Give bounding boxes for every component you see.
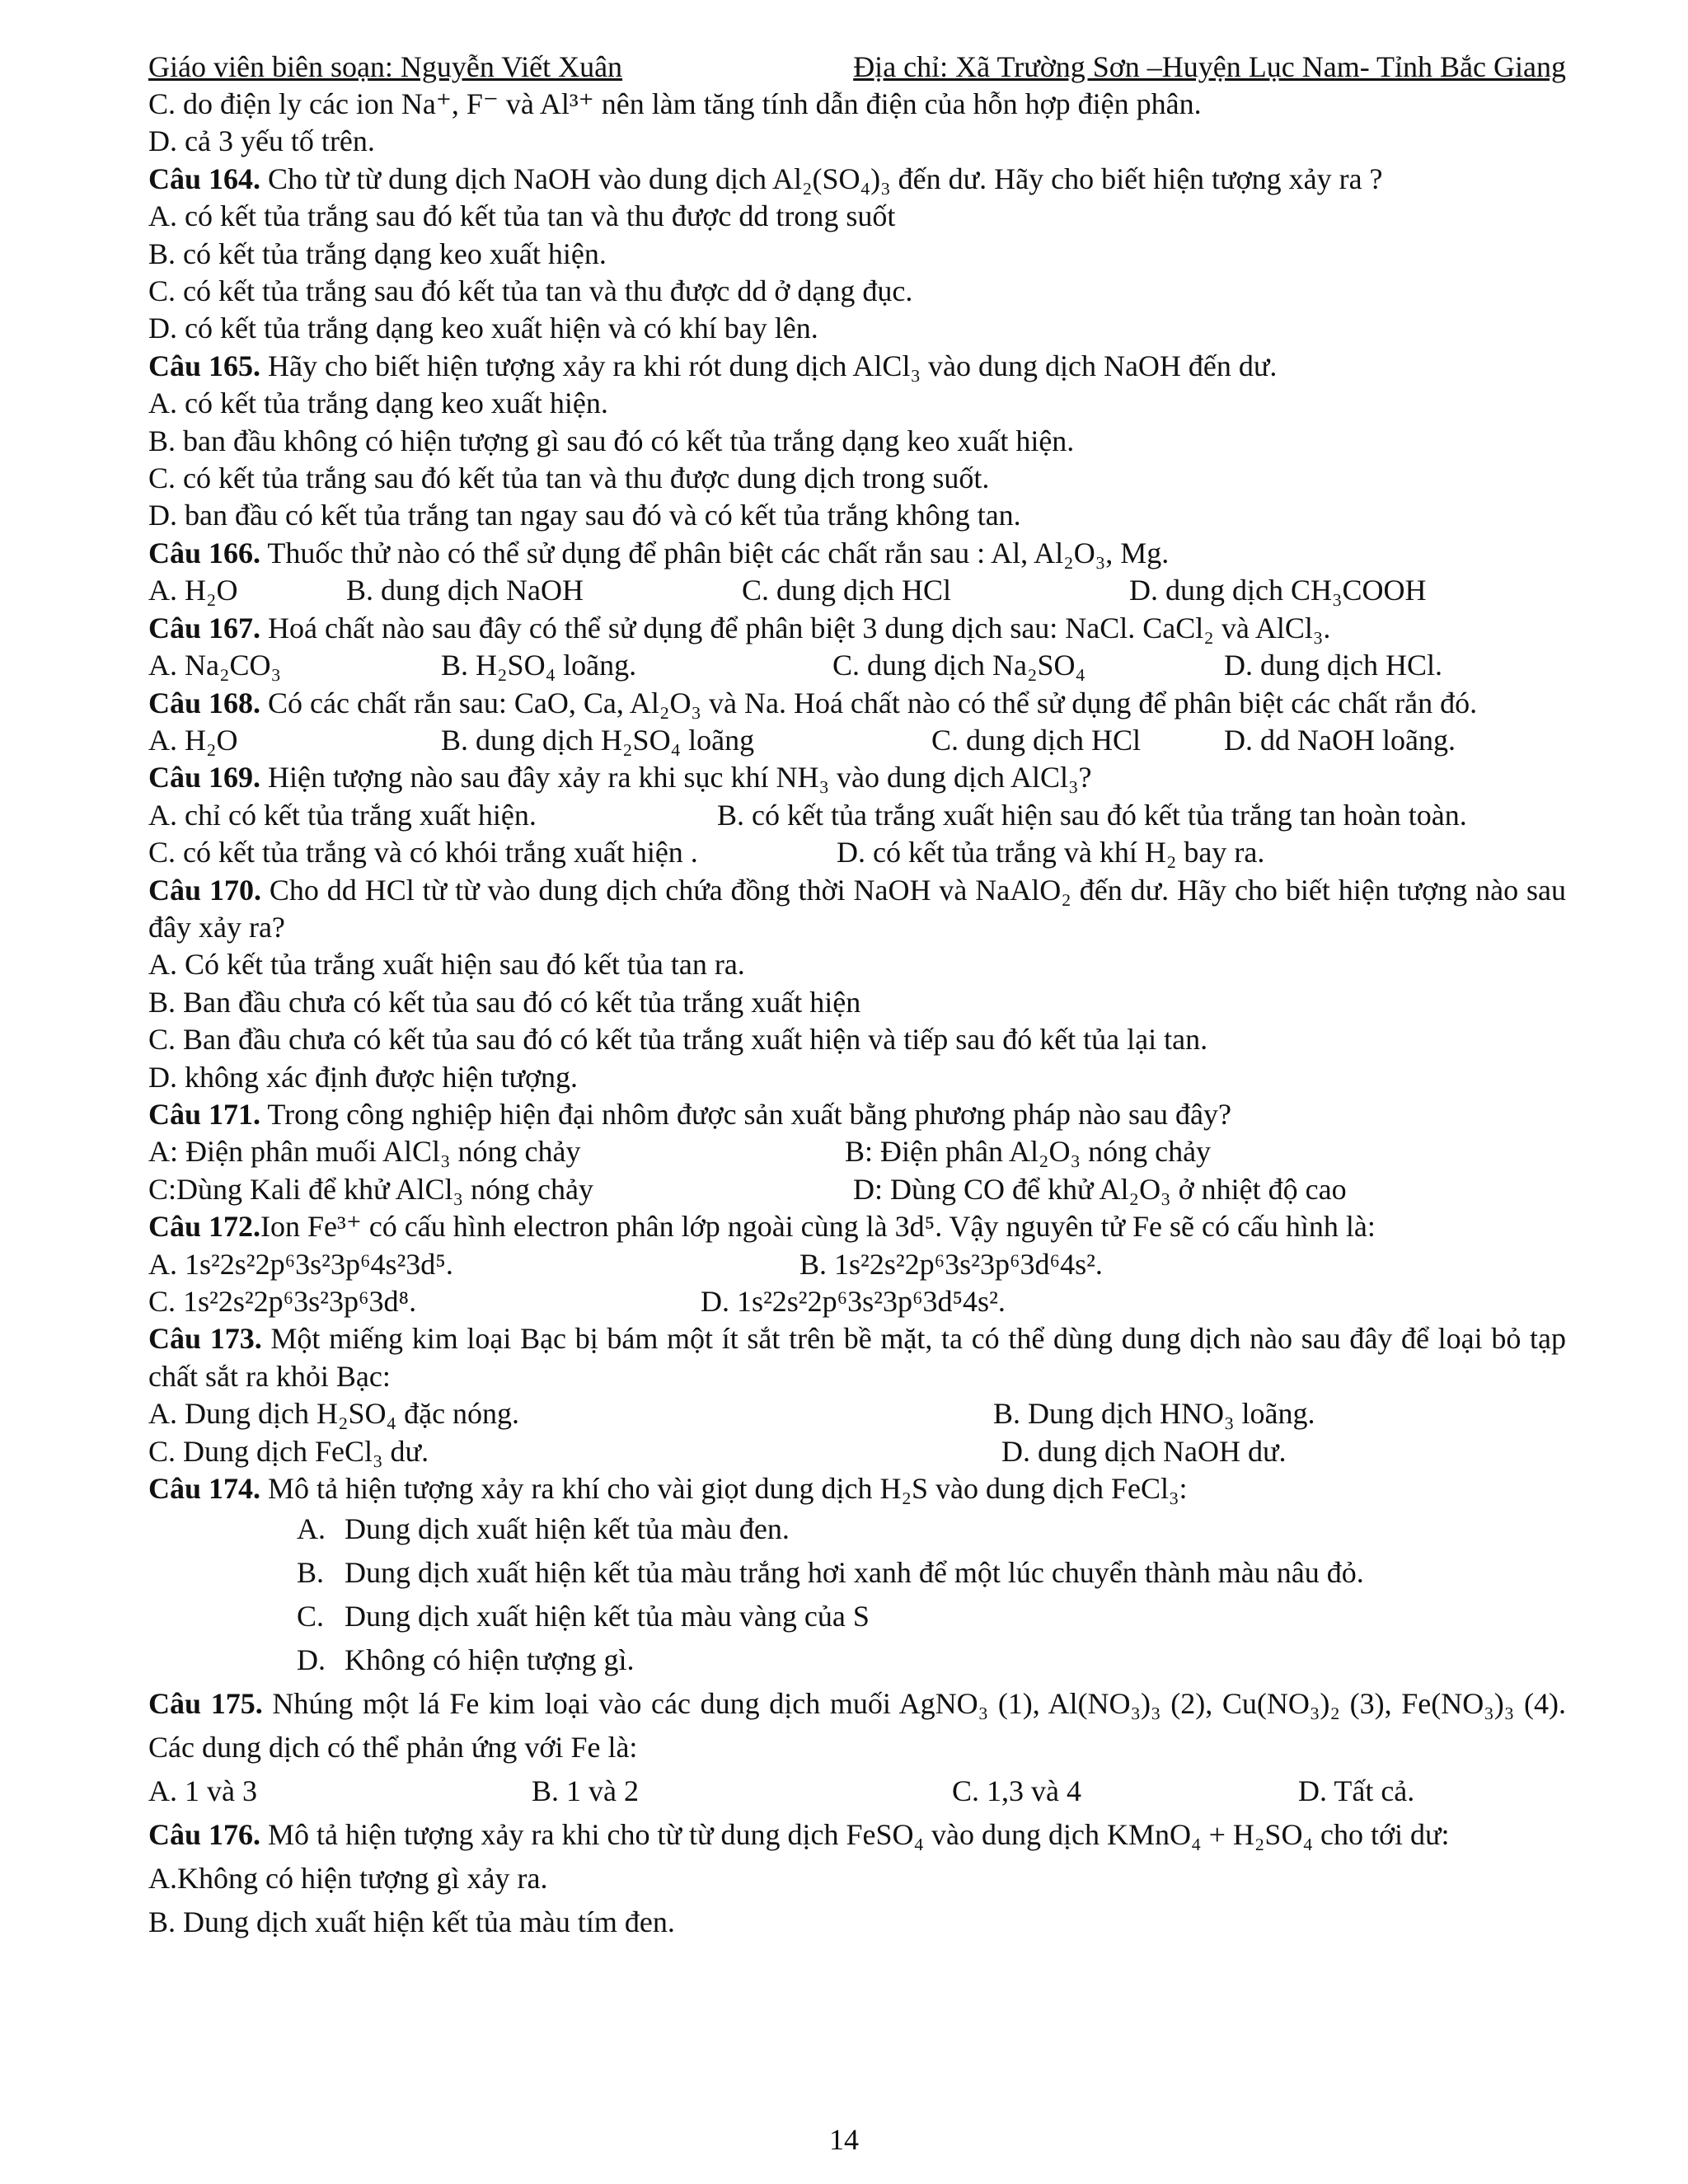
option-d: D. dung dịch HCl. bbox=[1224, 649, 1442, 682]
option-b: B. Dung dịch HNO₃ loãng. bbox=[993, 1397, 1315, 1431]
option-label: A. bbox=[297, 1512, 326, 1546]
option-d: D. 1s²2s²2p⁶3s²3p⁶3d⁵4s². bbox=[701, 1285, 1006, 1318]
page-header bbox=[148, 48, 1566, 86]
question-number: Câu 174. bbox=[148, 1472, 261, 1506]
option-d: D: Dùng CO để khử Al₂O₃ ở nhiệt độ cao bbox=[853, 1172, 1347, 1206]
question-text: Thuốc thử nào có thể sử dụng để phân biệt các chất rắn sau : Al, Al₂O₃, Mg. bbox=[260, 536, 1170, 569]
option-d: D. Tất cả. bbox=[1298, 1774, 1415, 1808]
question-169 bbox=[148, 759, 1566, 796]
option-a: A. H₂O bbox=[148, 574, 238, 607]
options-row bbox=[148, 834, 1566, 871]
option-c: C. 1s²2s²2p⁶3s²3p⁶3d⁸. bbox=[148, 1285, 417, 1318]
options-row bbox=[148, 1769, 1566, 1813]
header-author: Giáo viên biên soạn: Nguyễn Viết Xuân bbox=[148, 50, 623, 83]
question-166 bbox=[148, 535, 1566, 572]
header-address: Địa chỉ: Xã Trường Sơn –Huyện Lục Nam- Tỉnh Bắc Giang bbox=[853, 50, 1566, 83]
option-text: Dung dịch xuất hiện kết tủa màu đen. bbox=[345, 1512, 790, 1546]
option-a: A. 1s²2s²2p⁶3s²3p⁶4s²3d⁵. bbox=[148, 1247, 453, 1281]
question-165 bbox=[148, 348, 1566, 385]
question-number: Câu 166. bbox=[148, 536, 261, 569]
question-number: Câu 176. bbox=[148, 1818, 261, 1852]
option-c: C. Dung dịch FeCl₃ dư. bbox=[148, 1434, 429, 1468]
options-row bbox=[148, 572, 1566, 609]
option-b: B. 1 và 2 bbox=[532, 1774, 639, 1808]
option-c: C. dung dịch HCl bbox=[931, 723, 1142, 757]
option-line: A. có kết tủa trắng dạng keo xuất hiện. bbox=[148, 387, 608, 420]
question-text: Nhúng một lá Fe kim loại vào các dung dịch muối AgNO₃ (1), Al(NO₃)₃ (2), Cu(NO₃)₂ (3), Fe(NO₃)₃ (4). Các dung dịch có thể phản ứng với Fe là: bbox=[148, 1687, 1566, 1765]
option-d: D. dung dịch CH₃COOH bbox=[1129, 574, 1427, 607]
option-label: D. bbox=[297, 1643, 326, 1677]
option-b: B. có kết tủa trắng xuất hiện sau đó kết tủa trắng tan hoàn toàn. bbox=[717, 798, 1467, 832]
option-line bbox=[148, 1551, 1566, 1595]
question-text: Có các chất rắn sau: CaO, Ca, Al₂O₃ và Na. Hoá chất nào có thể sử dụng để phân biệt các chất rắn đó. bbox=[260, 686, 1478, 719]
question-text: Trong công nghiệp hiện đại nhôm được sản xuất bằng phương pháp nào sau đây? bbox=[260, 1097, 1231, 1131]
document-page bbox=[148, 48, 1566, 1944]
option-c: C. 1,3 và 4 bbox=[952, 1774, 1081, 1808]
option-a: A: Điện phân muối AlCl₃ nóng chảy bbox=[148, 1135, 581, 1169]
question-text: Hoá chất nào sau đây có thể sử dụng để phân biệt 3 dung dịch sau: NaCl. CaCl₂ và AlCl₃. bbox=[260, 611, 1331, 644]
option-line: B. ban đầu không có hiện tượng gì sau đó có kết tủa trắng dạng keo xuất hiện. bbox=[148, 424, 1075, 457]
option-line: D. cả 3 yếu tố trên. bbox=[148, 124, 375, 158]
options-row bbox=[148, 797, 1566, 834]
option-d: D. có kết tủa trắng và khí H₂ bay ra. bbox=[837, 836, 1265, 869]
question-number: Câu 172. bbox=[148, 1210, 261, 1244]
option-line bbox=[148, 1507, 1566, 1551]
option-line: A.Không có hiện tượng gì xảy ra. bbox=[148, 1862, 548, 1896]
option-line: A. có kết tủa trắng sau đó kết tủa tan và thu được dd trong suốt bbox=[148, 199, 896, 233]
question-number: Câu 164. bbox=[148, 162, 261, 195]
question-number: Câu 167. bbox=[148, 611, 261, 644]
question-173 bbox=[148, 1320, 1566, 1395]
option-label: B. bbox=[297, 1556, 325, 1590]
option-text: Dung dịch xuất hiện kết tủa màu trắng hơi xanh để một lúc chuyển thành màu nâu đỏ. bbox=[345, 1556, 1364, 1590]
question-number: Câu 169. bbox=[148, 761, 261, 794]
option-line bbox=[148, 1595, 1566, 1638]
question-text: Một miếng kim loại Bạc bị bám một ít sắt trên bề mặt, ta có thể dùng dung dịch nào sau đây để loại bỏ tạp chất sắt ra khỏi Bạc: bbox=[148, 1322, 1566, 1393]
option-a: A. chỉ có kết tủa trắng xuất hiện. bbox=[148, 798, 537, 832]
options-row bbox=[148, 1246, 1566, 1283]
option-c: C. dung dịch HCl bbox=[742, 574, 952, 607]
option-b: B. H₂SO₄ loãng. bbox=[441, 649, 637, 682]
option-b: B. dung dịch NaOH bbox=[346, 574, 584, 607]
option-d: D. dd NaOH loãng. bbox=[1224, 723, 1456, 757]
question-number: Câu 170. bbox=[148, 873, 261, 907]
question-170 bbox=[148, 872, 1566, 947]
question-text: Ion Fe³⁺ có cấu hình electron phân lớp ngoài cùng là 3d⁵. Vậy nguyên tử Fe sẽ có cấu hình là: bbox=[260, 1210, 1376, 1244]
question-text: Mô tả hiện tượng xảy ra khí cho vài giọt dung dịch H₂S vào dung dịch FeCl₃: bbox=[260, 1472, 1188, 1506]
question-number: Câu 168. bbox=[148, 686, 261, 719]
option-c: C. dung dịch Na₂SO₄ bbox=[832, 649, 1086, 682]
option-line bbox=[148, 1638, 1566, 1682]
options-row bbox=[148, 1433, 1566, 1470]
option-line: C. có kết tủa trắng sau đó kết tủa tan và thu được dung dịch trong suốt. bbox=[148, 462, 990, 495]
option-b: B. 1s²2s²2p⁶3s²3p⁶3d⁶4s². bbox=[799, 1247, 1103, 1281]
option-text: Không có hiện tượng gì. bbox=[345, 1643, 635, 1677]
question-number: Câu 165. bbox=[148, 349, 261, 382]
question-number: Câu 171. bbox=[148, 1097, 261, 1131]
question-174 bbox=[148, 1470, 1566, 1507]
option-line: D. không xác định được hiện tượng. bbox=[148, 1060, 579, 1094]
option-label: C. bbox=[297, 1600, 325, 1633]
question-172 bbox=[148, 1208, 1566, 1245]
option-b: B. dung dịch H₂SO₄ loãng bbox=[441, 723, 755, 757]
question-168 bbox=[148, 685, 1566, 722]
option-c: C:Dùng Kali để khử AlCl₃ nóng chảy bbox=[148, 1172, 594, 1206]
option-a: A. 1 và 3 bbox=[148, 1774, 257, 1808]
option-line: D. ban đầu có kết tủa trắng tan ngay sau đó và có kết tủa trắng không tan. bbox=[148, 499, 1021, 532]
options-row bbox=[148, 1171, 1566, 1208]
question-167 bbox=[148, 610, 1566, 647]
option-line: B. Ban đầu chưa có kết tủa sau đó có kết tủa trắng xuất hiện bbox=[148, 985, 861, 1019]
question-164 bbox=[148, 161, 1566, 198]
question-175 bbox=[148, 1682, 1566, 1769]
question-text: Cho dd HCl từ từ vào dung dịch chứa đồng thời NaOH và NaAlO₂ đến dư. Hãy cho biết hiện tượng nào sau đây xảy ra? bbox=[148, 873, 1567, 944]
option-line: D. có kết tủa trắng dạng keo xuất hiện và có khí bay lên. bbox=[148, 312, 818, 345]
option-a: A. Na₂CO₃ bbox=[148, 649, 282, 682]
option-line: C. có kết tủa trắng sau đó kết tủa tan và thu được dd ở dạng đục. bbox=[148, 274, 913, 308]
question-text: Cho từ từ dung dịch NaOH vào dung dịch Al₂(SO₄)₃ đến dư. Hãy cho biết hiện tượng xảy ra ? bbox=[260, 162, 1383, 195]
question-176 bbox=[148, 1813, 1566, 1857]
option-text: Dung dịch xuất hiện kết tủa màu vàng của S bbox=[345, 1600, 870, 1633]
option-a: A. H₂O bbox=[148, 723, 238, 757]
options-row bbox=[148, 1133, 1566, 1170]
page-number: 14 bbox=[829, 2123, 859, 2156]
options-row bbox=[148, 1395, 1566, 1432]
question-text: Mô tả hiện tượng xảy ra khi cho từ từ dung dịch FeSO₄ vào dung dịch KMnO₄ + H₂SO₄ cho tới dư: bbox=[260, 1818, 1450, 1852]
options-row bbox=[148, 647, 1566, 684]
option-a: A. Dung dịch H₂SO₄ đặc nóng. bbox=[148, 1397, 520, 1431]
option-line: B. có kết tủa trắng dạng keo xuất hiện. bbox=[148, 237, 607, 270]
options-row bbox=[148, 1283, 1566, 1320]
option-c: C. có kết tủa trắng và có khói trắng xuất hiện . bbox=[148, 836, 698, 869]
question-number: Câu 173. bbox=[148, 1322, 262, 1356]
option-line: B. Dung dịch xuất hiện kết tủa màu tím đen. bbox=[148, 1905, 675, 1939]
option-d: D. dung dịch NaOH dư. bbox=[1001, 1434, 1287, 1468]
question-text: Hãy cho biết hiện tượng xảy ra khi rót dung dịch AlCl₃ vào dung dịch NaOH đến dư. bbox=[260, 349, 1278, 382]
question-171 bbox=[148, 1096, 1566, 1133]
question-number: Câu 175. bbox=[148, 1687, 263, 1721]
option-line: C. do điện ly các ion Na⁺, F⁻ và Al³⁺ nên làm tăng tính dẫn điện của hỗn hợp điện phân. bbox=[148, 87, 1202, 120]
question-text: Hiện tượng nào sau đây xảy ra khi sục khí NH₃ vào dung dịch AlCl₃? bbox=[260, 761, 1092, 794]
option-line: A. Có kết tủa trắng xuất hiện sau đó kết tủa tan ra. bbox=[148, 948, 745, 982]
option-line: C. Ban đầu chưa có kết tủa sau đó có kết tủa trắng xuất hiện và tiếp sau đó kết tủa lại tan. bbox=[148, 1023, 1208, 1057]
options-row bbox=[148, 722, 1566, 759]
option-b: B: Điện phân Al₂O₃ nóng chảy bbox=[845, 1135, 1212, 1169]
